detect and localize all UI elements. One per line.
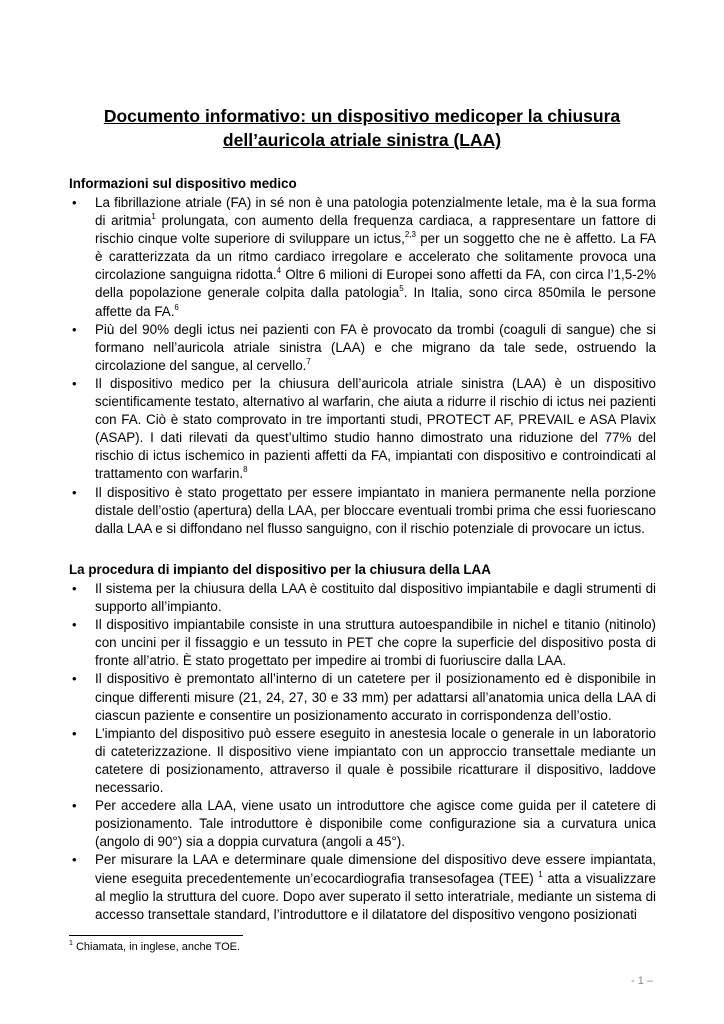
bullet-item xyxy=(69,484,656,538)
bullet-icon: • xyxy=(72,725,77,741)
bullet-item xyxy=(69,580,656,616)
bullet-item xyxy=(69,851,656,923)
title-line-1: Documento informativo: un dispositivo medicoper la chiusura xyxy=(103,106,621,126)
bullet-item xyxy=(69,194,656,321)
bullet-icon: • xyxy=(72,195,77,210)
bullet-item xyxy=(69,321,656,375)
bullet-item xyxy=(69,670,656,724)
bullet-text: Oltre 6 milioni di Europei sono affetti da FA, con circa l’1,5-2% della popolazione generale colpita dalla patologia xyxy=(95,267,656,301)
bullet-icon: • xyxy=(72,321,77,337)
bullet-text: Il dispositivo è stato progettato per essere impiantato in maniera permanente nella porzione distale dell’ostio (apertura) della LAA, per bloccare eventuali trombi prima che essi fuoriescano dalla LAA e si diffondano nel flusso sanguigno, con il rischio potenziale di provocare un ictus. xyxy=(95,484,656,536)
bullet-icon: • xyxy=(72,375,77,391)
reference-superscript: 5 xyxy=(399,284,404,294)
reference-superscript: 1 xyxy=(151,212,156,222)
bullet-text: atta a visualizzare al meglio la struttura del cuore. Dopo aver superato il setto interatriale, mediante un sistema di accesso transettale standard, l’introduttore e il dilatatore del dispositivo vengono posizionati xyxy=(95,870,656,922)
reference-superscript: 2,3 xyxy=(404,230,416,240)
bullet-text: Il dispositivo impiantabile consiste in una struttura autoespandibile in nichel e titanio (nitinolo) con uncini per il fissaggio e un tessuto in PET che copre la superficie del dispositivo posta di fronte all’atrio. È stato progettato per impedire ai trombi di fuoriuscire dalla LAA. xyxy=(95,617,656,669)
bullet-icon: • xyxy=(72,581,77,596)
bullet-text: Per accedere alla LAA, viene usato un introduttore che agisce come guida per il catetere di posizionamento. Tale introduttore è disponibile come configurazione sia a curvatura unica (angolo di 90°) sia a doppia curvatura (angoli a 45°). xyxy=(95,798,656,850)
bullet-icon: • xyxy=(72,852,77,868)
bullet-text: Il sistema per la chiusura della LAA è costituito dal dispositivo impiantabile e dagli strumenti di supporto all’impianto. xyxy=(95,581,656,615)
bullet-item xyxy=(69,797,656,851)
reference-superscript: 1 xyxy=(538,869,543,879)
bullet-item xyxy=(69,375,656,484)
reference-superscript: 8 xyxy=(243,465,248,475)
footnote-text: Chiamata, in inglese, anche TOE. xyxy=(72,941,241,953)
reference-superscript: 6 xyxy=(174,302,179,312)
bullet-icon: • xyxy=(72,798,77,814)
bullet-text: Più del 90% degli ictus nei pazienti con FA è provocato da trombi (coaguli di sangue) che si formano nell’auricola atriale sinistra (LAA) e che migrano da tale sede, ostruendo la circolazione del sangue, al cervello. xyxy=(95,321,656,373)
bullet-text: prolungata, con aumento della frequenza cardiaca, a rappresentare un fattore di rischio cinque volte superiore di sviluppare un ictus, xyxy=(95,213,656,247)
bullet-text: La fibrillazione atriale (FA) in sé non è una patologia potenzialmente letale, ma è la sua forma di aritmia xyxy=(95,195,656,229)
bullet-text: Per misurare la LAA e determinare quale dimensione del dispositivo deve essere impiantata, viene eseguita precedentemente un’ecocardiografia transesofagea (TEE) xyxy=(95,852,656,886)
document-title xyxy=(60,104,664,152)
footnote-divider xyxy=(69,935,243,936)
reference-superscript: 7 xyxy=(306,356,311,366)
page-number: - 1 – xyxy=(631,975,654,987)
footnote-marker: 1 xyxy=(69,940,73,947)
reference-superscript: 4 xyxy=(276,266,282,276)
title-line-2: dell’auricola atriale sinistra (LAA) xyxy=(222,130,502,150)
bullet-icon: • xyxy=(72,671,77,687)
bullet-text: per un soggetto che ne è affetto. La FA è caratterizzata da un ritmo cardiaco irregolare e accelerato che solitamente provoca una circolazione sanguigna ridotta. xyxy=(95,231,656,283)
bullet-list xyxy=(69,580,656,924)
bullet-text: Il dispositivo medico per la chiusura dell’auricola atriale sinistra (LAA) è un dispositivo scientificamente testato, alternativo al warfarin, che aiuta a ridurre il rischio di ictus nei pazienti con FA. Ciò è stato comprovato in tre importanti studi, PROTECT AF, PREVAIL e ASA Plavix (ASAP). I dati rilevati da quest’ultimo studio hanno dimostrato una riduzione del 77% del rischio di ictus ischemico in pazienti affetti da FA, impiantati con dispositivo e controindicati al trattamento con warfarin. xyxy=(95,375,656,482)
bullet-text: . In Italia, sono circa 850mila le persone affette da FA. xyxy=(95,285,657,319)
bullet-list xyxy=(69,194,656,538)
bullet-text: L’impianto del dispositivo può essere eseguito in anestesia locale o generale in un laboratorio di cateterizzazione. Il dispositivo viene impiantato con un approccio transettale mediante un catetere di posizionamento, attraverso il quale è possibile ricatturare il dispositivo, laddove necessario. xyxy=(95,725,656,796)
bullet-item xyxy=(69,725,656,797)
footnote xyxy=(69,939,240,955)
bullet-icon: • xyxy=(72,484,77,500)
section-implant-procedure xyxy=(69,561,656,924)
section-heading: Informazioni sul dispositivo medico xyxy=(69,176,297,191)
bullet-icon: • xyxy=(72,617,77,633)
bullet-text: Il dispositivo è premontato all’interno di un catetere per il posizionamento ed è disponibile in cinque differenti misure (21, 24, 27, 30 e 33 mm) per adattarsi all’anatomia unica della LAA di ciascun paziente e consentire un posizionamento accurato in corrispondenza dell’ostio. xyxy=(95,671,656,723)
section-heading: La procedura di impianto del dispositivo per la chiusura della LAA xyxy=(69,562,491,577)
bullet-item xyxy=(69,616,656,670)
section-device-info xyxy=(69,175,656,538)
